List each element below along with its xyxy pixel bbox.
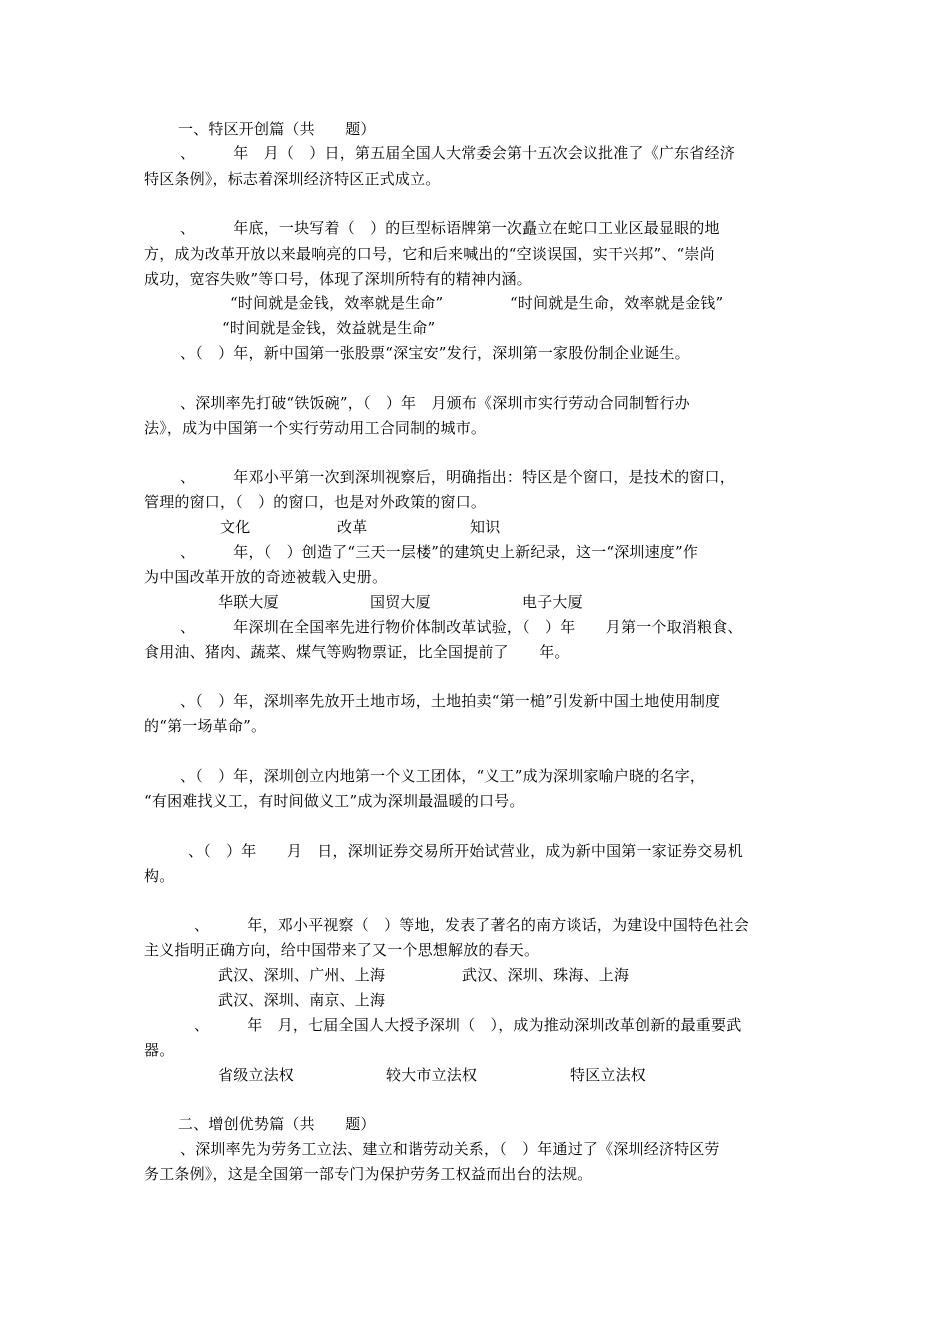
q11-option-a: 武汉、深圳、广州、上海 bbox=[218, 966, 386, 984]
q7-line-1: 、 年深圳在全国率先进行物价体制改革试验，（ ）年 月第一个取消粮食、 bbox=[180, 618, 743, 636]
q5-option-c: 知识 bbox=[470, 518, 501, 536]
q5-line-2: 管理的窗口，（ ）的窗口，也是对外政策的窗口。 bbox=[144, 493, 487, 511]
q6-line-2: 为中国改革开放的奇迹被载入史册。 bbox=[144, 568, 388, 586]
q4-line-1: 、深圳率先打破“铁饭碗”，（ ）年 月颁布《深圳市实行劳动合同制暂行办 bbox=[180, 394, 690, 412]
q9-line-2: “有困难找义工，有时间做义工”成为深圳最温暖的口号。 bbox=[144, 792, 525, 810]
q6-option-a: 华联大厦 bbox=[218, 593, 279, 611]
q11-option-c: 武汉、深圳、南京、上海 bbox=[218, 991, 386, 1009]
q13-line-2: 务工条例》，这是全国第一部专门为保护劳务工权益而出台的法规。 bbox=[144, 1165, 593, 1183]
q12-option-c: 特区立法权 bbox=[570, 1066, 647, 1084]
q6-line-1: 、 年，（ ）创造了“三天一层楼”的建筑史上新纪录，这一“深圳速度”作 bbox=[180, 543, 699, 561]
q2-option-c: “时间就是金钱，效益就是生命” bbox=[222, 319, 436, 337]
q5-option-b: 改革 bbox=[337, 518, 368, 536]
q6-option-c: 电子大厦 bbox=[522, 593, 583, 611]
q2-line-1: 、 年底，一块写着（ ）的巨型标语牌第一次矗立在蛇口工业区最显眼的地 bbox=[180, 219, 720, 237]
q12-option-a: 省级立法权 bbox=[218, 1066, 295, 1084]
q2-line-3: 成功，宽容失败”等口号，体现了深圳所特有的精神内涵。 bbox=[144, 270, 532, 288]
q2-option-b: “时间就是生命，效率就是金钱” bbox=[510, 294, 724, 312]
q5-line-1: 、 年邓小平第一次到深圳视察后，明确指出：特区是个窗口，是技术的窗口， bbox=[180, 468, 735, 486]
q3-line-1: 、（ ）年，新中国第一张股票“深宝安”发行，深圳第一家股份制企业诞生。 bbox=[180, 344, 690, 362]
q11-line-1: 、 年，邓小平视察（ ）等地，发表了著名的南方谈话，为建设中国特色社会 bbox=[194, 916, 749, 934]
q1-line-1: 、 年 月（ ）日，第五届全国人大常委会第十五次会议批准了《广东省经济 bbox=[180, 144, 735, 162]
q7-line-2: 食用油、猪肉、蔬菜、煤气等购物票证，比全国提前了 年。 bbox=[144, 643, 570, 661]
q12-line-2: 器。 bbox=[144, 1041, 175, 1059]
q10-line-1: 、（ ）年 月 日，深圳证券交易所开始试营业，成为新中国第一家证券交易机 bbox=[188, 842, 743, 860]
q11-line-2: 主义指明正确方向，给中国带来了又一个思想解放的春天。 bbox=[144, 941, 540, 959]
q6-option-b: 国贸大厦 bbox=[370, 593, 431, 611]
q8-line-2: 的“第一场革命”。 bbox=[144, 717, 267, 735]
q13-line-1: 、深圳率先为劳务工立法、建立和谐劳动关系，（ ）年通过了《深圳经济特区劳 bbox=[180, 1140, 720, 1158]
q12-option-b: 较大市立法权 bbox=[386, 1066, 478, 1084]
section-heading-1: 一、特区开创篇（共 题） bbox=[178, 120, 376, 138]
q2-option-a: “时间就是金钱，效率就是生命” bbox=[230, 294, 444, 312]
q12-line-1: 、 年 月，七届全国人大授予深圳（ ），成为推动深圳改革创新的最重要武 bbox=[194, 1016, 742, 1034]
section-heading-2: 二、增创优势篇（共 题） bbox=[178, 1115, 376, 1133]
q10-line-2: 构。 bbox=[144, 867, 175, 885]
q11-option-b: 武汉、深圳、珠海、上海 bbox=[462, 966, 630, 984]
q2-line-2: 方，成为改革开放以来最响亮的口号，它和后来喊出的“空谈误国，实干兴邦”、“崇尚 bbox=[144, 245, 715, 263]
q8-line-1: 、（ ）年，深圳率先放开土地市场，土地拍卖“第一槌”引发新中国土地使用制度 bbox=[180, 692, 721, 710]
q9-line-1: 、（ ）年，深圳创立内地第一个义工团体，“义工”成为深圳家喻户晓的名字， bbox=[180, 767, 706, 785]
q5-option-a: 文化 bbox=[220, 518, 251, 536]
q1-line-2: 特区条例》，标志着深圳经济特区正式成立。 bbox=[144, 170, 441, 188]
q4-line-2: 法》，成为中国第一个实行劳动用工合同制的城市。 bbox=[144, 419, 487, 437]
